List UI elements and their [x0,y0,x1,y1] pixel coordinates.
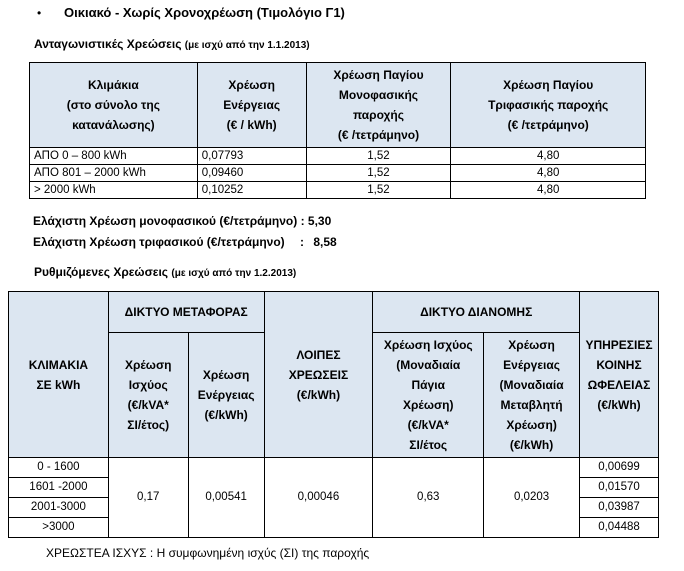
table-row [30,165,646,182]
energy-cell: 0,10252 [197,182,306,199]
page-title: Οικιακό - Χωρίς Χρονοχρέωση (Τιμολόγιο Γ1) [64,5,345,20]
tier-cell: >3000 [9,518,109,538]
single-phase-cell: 1,52 [306,182,451,199]
competitive-note: (με ισχύ από την 1.1.2013) [184,40,310,51]
tier-cell: 2001-3000 [9,498,109,518]
tier-cell: 0 - 1600 [9,458,109,478]
single-phase-cell: 1,52 [306,148,451,165]
header-energy: Χρέωση Ενέργειας (€ / kWh) [197,63,306,148]
header-distribution: ΔΙΚΤΥΟ ΔΙΑΝΟΜΗΣ [373,292,580,333]
header-distribution-energy: Χρέωση Ενέργειας (Μοναδιαία Μεταβλητή Χρέωση) (€/kWh) [484,333,580,458]
min-three-line [33,235,337,249]
bullet-icon: • [37,6,42,20]
energy-cell: 0,07793 [197,148,306,165]
tier-cell: ΑΠΟ 0 – 800 kWh [30,148,198,165]
other-charges-cell: 0,00046 [264,458,373,538]
min-single-label: Ελάχιστη Χρέωση μονοφασικού (€/τετράμηνο) : [33,214,305,228]
competitive-charges-table [29,62,646,199]
header-three-phase: Χρέωση Παγίου Τριφασικής παροχής (€ /τετράμηνο) [451,63,646,148]
header-distribution-power: Χρέωση Ισχύος (Μοναδιαία Πάγια Χρέωση) (€/kVA* ΣΙ/έτος [373,333,484,458]
public-service-cell: 0,00699 [580,458,659,478]
footnote: ΧΡΕΩΣΤΕΑ ΙΣΧΥΣ : Η συμφωνημένη ισχύς (ΣΙ) της παροχής [46,546,370,560]
three-phase-cell: 4,80 [451,148,646,165]
table-row [30,182,646,199]
competitive-title-text: Ανταγωνιστικές Χρεώσεις [34,37,182,51]
table-header-row [30,63,646,148]
competitive-title [34,37,310,51]
regulated-charges-table [8,291,659,538]
min-three-sep: : [300,235,305,249]
header-single-phase: Χρέωση Παγίου Μονοφασικής παροχής (€ /τετράμηνο) [306,63,451,148]
regulated-title-text: Ρυθμιζόμενες Χρεώσεις [34,265,169,279]
header-tiers: Κλιμάκια (στο σύνολο της κατανάλωσης) [30,63,198,148]
tier-cell: ΑΠΟ 801 – 2000 kWh [30,165,198,182]
header-public-service: ΥΠΗΡΕΣΙΕΣ ΚΟΙΝΗΣ ΩΦΕΛΕΙΑΣ (€/kWh) [580,292,659,458]
table-row [9,458,659,478]
transmission-power-cell: 0,17 [108,458,188,538]
regulated-note: (με ισχύ από την 1.2.2013) [171,268,297,279]
energy-cell: 0,09460 [197,165,306,182]
regulated-title [34,265,296,279]
header-transmission: ΔΙΚΤΥΟ ΜΕΤΑΦΟΡΑΣ [108,292,264,333]
public-service-cell: 0,03987 [580,498,659,518]
min-three-label: Ελάχιστη Χρέωση τριφασικού (€/τετράμηνο) [33,235,285,249]
distribution-power-cell: 0,63 [373,458,484,538]
header-transmission-energy: Χρέωση Ενέργειας (€/kWh) [188,333,264,458]
public-service-cell: 0,01570 [580,478,659,498]
min-single-line [33,214,331,228]
min-single-value: 5,30 [307,214,332,228]
three-phase-cell: 4,80 [451,182,646,199]
transmission-energy-cell: 0,00541 [188,458,264,538]
header-tiers: ΚΛΙΜΑΚΙΑ ΣΕ kWh [9,292,109,458]
header-other: ΛΟΙΠΕΣ ΧΡΕΩΣΕΙΣ (€/kWh) [264,292,373,458]
three-phase-cell: 4,80 [451,165,646,182]
distribution-energy-cell: 0,0203 [484,458,580,538]
header-transmission-power: Χρέωση Ισχύος (€/kVA* ΣΙ/έτος) [108,333,188,458]
single-phase-cell: 1,52 [306,165,451,182]
public-service-cell: 0,04488 [580,518,659,538]
table-header-row [9,292,659,333]
tier-cell: 1601 -2000 [9,478,109,498]
table-row [30,148,646,165]
tier-cell: > 2000 kWh [30,182,198,199]
min-three-value: 8,58 [313,235,337,249]
